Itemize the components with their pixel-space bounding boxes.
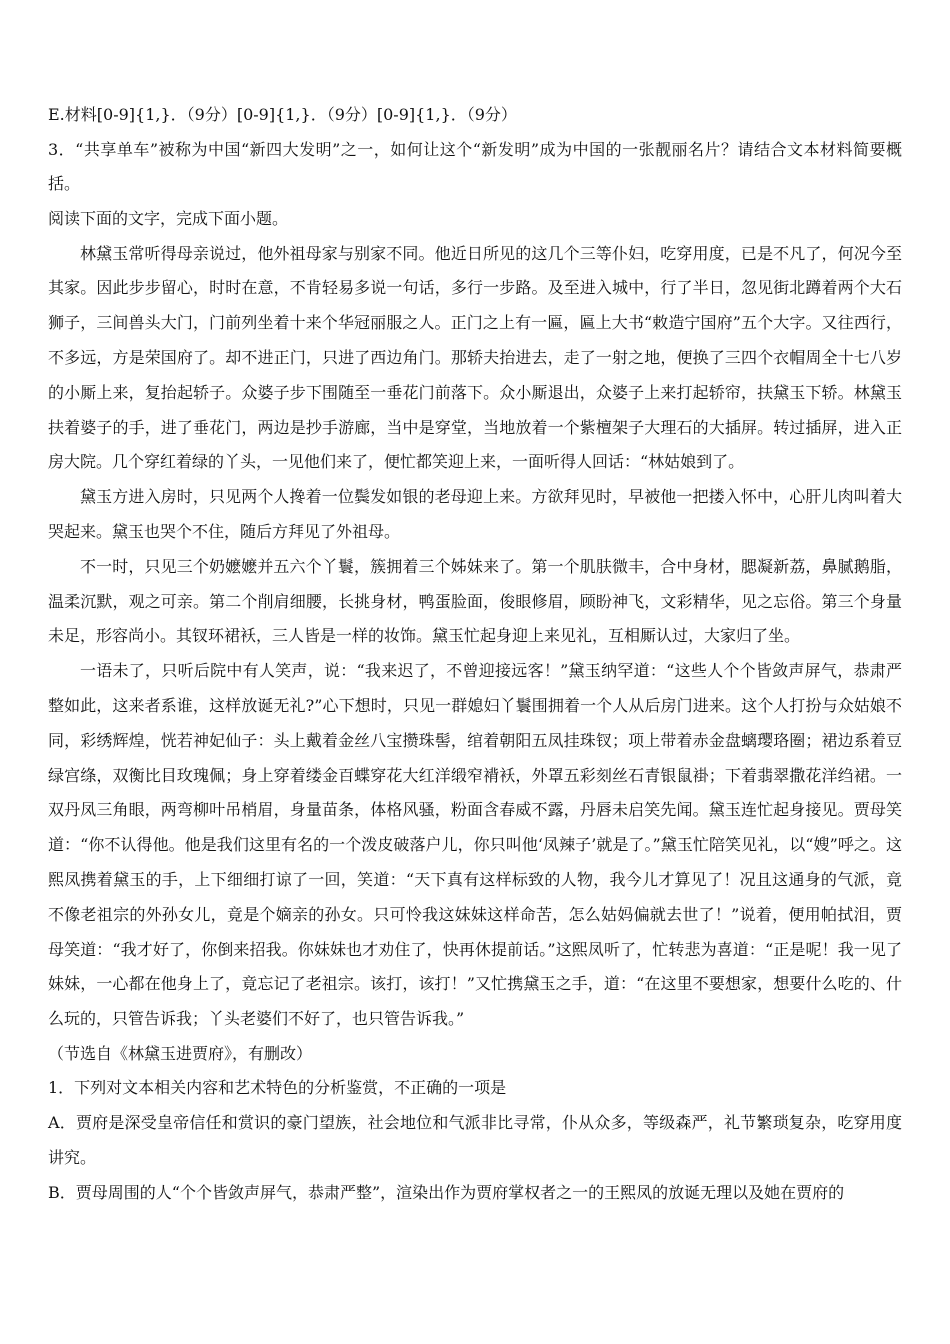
question-1: 1．下列对文本相关内容和艺术特色的分析鉴赏，不正确的一项是 (48, 1078, 507, 1098)
question-3: 3．“共享单车”被称为中国“新四大发明”之一，如何让这个“新发明”成为中国的一张靓丽名片？请结合文本材料简要概括。 (48, 139, 902, 194)
reading-instruction: 阅读下面的文字，完成下面小题。 (48, 209, 289, 229)
passage (48, 237, 902, 1037)
source-note: （节选自《林黛玉进贾府》，有删改） (48, 1043, 313, 1063)
passage-paragraph-3: 不一时，只见三个奶嬷嬷并五六个丫鬟，簇拥着三个姊妹来了。第一个肌肤微丰，合中身材，腮凝新荔，鼻腻鹅脂，温柔沉默，观之可亲。第二个削肩细腰，长挑身材，鸭蛋脸面，俊眼修眉，顾盼神飞，文彩精华，见之忘俗。第三个身量未足，形容尚小。其钗环裙袄，三人皆是一样的妆饰。黛玉忙起身迎上来见礼，互相厮认过，大家归了坐。 (48, 556, 902, 646)
passage-paragraph-1: 林黛玉常听得母亲说过，他外祖母家与别家不同。他近日所见的这几个三等仆妇，吃穿用度，已是不凡了，何况今至其家。因此步步留心，时时在意，不肯轻易多说一句话，多行一步路。及至进入城中，行了半日，忽见街北蹲着两个大石狮子，三间兽头大门，门前列坐着十来个华冠丽服之人。正门之上有一匾，匾上大书“敕造宁国府”五个大字。又往西行，不多远，方是荣国府了。却不进正门，只进了西边角门。那轿夫抬进去，走了一射之地，便换了三四个衣帽周全十七八岁的小厮上来，复抬起轿子。众婆子步下围随至一垂花门前落下。众小厮退出，众婆子上来打起轿帘，扶黛玉下轿。林黛玉扶着婆子的手，进了垂花门，两边是抄手游廊，当中是穿堂，当地放着一个紫檀架子大理石的大插屏。转过插屏，进入正房大院。几个穿红着绿的丫头，一见他们来了，便忙都笑迎上来，一面听得人回话：“林姑娘到了。 (48, 243, 902, 472)
option-b: B．贾母周围的人“个个皆敛声屏气，恭肃严整”，渲染出作为贾府掌权者之一的王熙凤的放诞无理以及她在贾府的 (48, 1182, 845, 1202)
passage-paragraph-4: 一语未了，只听后院中有人笑声，说：“我来迟了，不曾迎接远客！”黛玉纳罕道：“这些人个个皆敛声屏气，恭肃严整如此，这来者系谁，这样放诞无礼?”心下想时，只见一群媳妇丫鬟围拥着一个人从后房门进来。这个人打扮与众姑娘不同，彩绣辉煌，恍若神妃仙子：头上戴着金丝八宝攒珠髻，绾着朝阳五凤挂珠钗；项上带着赤金盘螭璎珞圈；裙边系着豆绿宫绦，双衡比目玫瑰佩；身上穿着缕金百蝶穿花大红洋缎窄褙袄，外罩五彩刻丝石青银鼠褂；下着翡翠撒花洋绉裙。一双丹凤三角眼，两弯柳叶吊梢眉，身量苗条，体格风骚，粉面含春威不露，丹唇未启笑先闻。黛玉连忙起身接见。贾母笑道：“你不认得他。他是我们这里有名的一个泼皮破落户儿，你只叫他‘凤辣子’就是了。”黛玉忙陪笑见礼，以“嫂”呼之。这熙凤携着黛玉的手，上下细细打谅了一回，笑道：“天下真有这样标致的人物，我今儿才算见了！况且这通身的气派，竟不像老祖宗的外孙女儿，竟是个嫡亲的孙女。只可怜我这妹妹这样命苦，怎么姑妈偏就去世了！”说着，便用帕拭泪，贾母笑道：“我才好了，你倒来招我。你妹妹也才劝住了，快再休提前话。”这熙凤听了，忙转悲为喜道：“正是呢！我一见了妹妹，一心都在他身上了，竟忘记了老祖宗。该打，该打！”又忙携黛玉之手，道：“在这里不要想家，想要什么吃的、什么玩的，只管告诉我；丫头老婆们不好了，也只管告诉我。” (48, 661, 902, 1029)
option-a: A．贾府是深受皇帝信任和赏识的豪门望族，社会地位和气派非比寻常，仆从众多，等级森严，礼节繁琐复杂，吃穿用度讲究。 (48, 1112, 902, 1167)
answer-format-line: E.材料[0-9]{1,}．（9分）[0-9]{1,}．（9分）[0-9]{1,}．（9分） (48, 105, 517, 124)
passage-paragraph-2: 黛玉方进入房时，只见两个人搀着一位鬓发如银的老母迎上来。方欲拜见时，早被他一把搂入怀中，心肝儿肉叫着大哭起来。黛玉也哭个不住，随后方拜见了外祖母。 (48, 487, 902, 541)
